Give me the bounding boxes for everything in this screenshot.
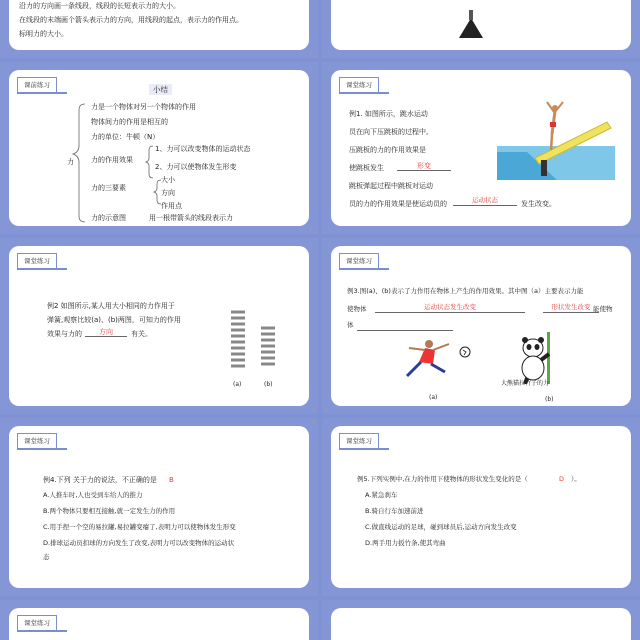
- option-c: C.用手捏一个空的易拉罐,易拉罐变瘪了,表明力可以使物体发生形变: [43, 523, 236, 531]
- question-line: 员的力的作用效果是使运动员的: [349, 200, 447, 208]
- slide-7[interactable]: [0, 600, 318, 640]
- slide-0[interactable]: [0, 0, 318, 58]
- text-line: 在线段的末端画个箭头表示力的方向，用线段的起点，表示力的作用点。: [19, 16, 243, 24]
- text-line: 标明力的大小。: [19, 30, 68, 38]
- summary-item: 方向: [161, 189, 175, 197]
- figure-label: (a): [233, 381, 242, 388]
- summary-item: 力是一个物体对另一个物体的作用: [91, 103, 196, 111]
- answer-blank: 运动状态: [453, 197, 517, 206]
- slide-9-content: [331, 608, 631, 640]
- slide-tag: 课前练习: [17, 77, 57, 93]
- slide-tag: 课堂练习: [17, 615, 57, 631]
- tag-underline: [17, 448, 67, 450]
- tag-underline: [339, 268, 389, 270]
- question-text: 例5.下列实例中,在力的作用下使物体的形状发生变化的是（: [357, 475, 528, 483]
- figure-label: (b): [545, 396, 554, 403]
- slide-1-content: [9, 70, 309, 226]
- summary-item: 力的作用效果: [91, 156, 133, 164]
- answer-blank: 运动状态发生改变: [375, 304, 525, 313]
- slide-tag: 课堂练习: [17, 253, 57, 269]
- question-line: 例1. 如图所示，跳水运动: [349, 110, 428, 118]
- option-d: D.排球运动员扣球的方向发生了改变,表明力可以改变物体的运动状: [43, 539, 235, 547]
- slide-tag: 课堂练习: [339, 253, 379, 269]
- slide-2[interactable]: [322, 62, 640, 234]
- summary-item: 大小: [161, 176, 175, 184]
- tag-underline: [339, 92, 389, 94]
- slide-8[interactable]: [322, 0, 640, 58]
- panda-image: [517, 332, 557, 384]
- summary-item: 用一根带箭头的线段表示力: [149, 214, 233, 222]
- question-line: 员在向下压跳板的过程中,: [349, 128, 429, 136]
- question-line: 发生改变。: [521, 200, 556, 208]
- answer-blank: [357, 330, 453, 331]
- question-line: 使物体: [347, 305, 367, 313]
- option-b: B.两个物体只要相互接触,就一定发生力的作用: [43, 507, 176, 515]
- slide-3[interactable]: [0, 238, 318, 414]
- tag-underline: [17, 268, 67, 270]
- question-line: 例2 如图所示,某人用大小相同的力作用于: [47, 302, 175, 310]
- question-line: 效果与力的: [47, 330, 82, 338]
- slide-5-content: [9, 426, 309, 588]
- slide-4[interactable]: [322, 238, 640, 414]
- answer-blank: 形状发生改变: [543, 304, 599, 313]
- answer-text: D: [559, 475, 565, 483]
- slide-3-content: [9, 246, 309, 406]
- center-label: 力: [67, 158, 74, 166]
- figure-caption: 大熊猫拉竹子的力: [501, 380, 550, 387]
- option-b: B.骑自行车加速前进: [365, 507, 424, 515]
- slide-7-content: [9, 608, 309, 640]
- weight-image: [441, 0, 501, 40]
- summary-item: 力的示意图: [91, 214, 126, 222]
- football-player-image: [389, 336, 479, 390]
- question-line: 跳板弹起过程中跳板对运动: [349, 182, 433, 190]
- slide-6[interactable]: [322, 418, 640, 596]
- slide-5[interactable]: [0, 418, 318, 596]
- question-line: 例3.图(a)、(b)表示了力作用在物体上产生的作用效果。其中图（a）主要表示力能: [347, 287, 584, 295]
- slide-1[interactable]: [0, 62, 318, 234]
- diver-image: [497, 100, 617, 180]
- tag-underline: [339, 448, 389, 450]
- option-d-continued: 态: [43, 553, 50, 561]
- question-line: 能使物: [593, 305, 613, 313]
- question-text-end: ）。: [571, 475, 581, 483]
- summary-item: 力的单位：牛顿（N）: [91, 133, 160, 141]
- option-d: D.两手用力扳竹条,使其弯曲: [365, 539, 446, 547]
- slide-0-content: [9, 0, 309, 50]
- option-a: A.人推车时,人也受到车给人的推力: [43, 491, 143, 499]
- summary-item: 作用点: [161, 202, 182, 210]
- summary-item: 1、力可以改变物体的运动状态: [155, 145, 251, 153]
- summary-item: 力的三要素: [91, 184, 126, 192]
- question-line: 有关。: [131, 330, 152, 338]
- answer-blank: 方向: [85, 328, 127, 337]
- option-c: C.做直线运动的足球，碰到球员后,运动方向发生改变: [365, 523, 517, 531]
- option-a: A.紧急刹车: [365, 491, 398, 499]
- slide-8-content: [331, 0, 631, 50]
- slide-6-content: [331, 426, 631, 588]
- question-line: 使跳板发生: [349, 164, 384, 172]
- slide-tag: 课堂练习: [17, 433, 57, 449]
- question-line: 体: [347, 321, 354, 329]
- figure-label: (b): [264, 381, 273, 388]
- question-line: 弹簧,观察比较(a)、(b)两图，可知力的作用: [47, 316, 181, 324]
- summary-title: 小结: [149, 84, 172, 95]
- slide-tag: 课堂练习: [339, 433, 379, 449]
- figure-label: (a): [429, 394, 438, 401]
- summary-item: 2、力可以使物体发生形变: [155, 163, 237, 171]
- slide-tag: 课堂练习: [339, 77, 379, 93]
- answer-blank: 形变: [397, 162, 451, 171]
- spring-image: [227, 308, 287, 378]
- question-line: 压跳板的力的作用效果是: [349, 146, 426, 154]
- slide-2-content: [331, 70, 631, 226]
- slide-4-content: [331, 246, 631, 406]
- tag-underline: [17, 630, 67, 632]
- summary-item: 物体间力的作用是相互的: [91, 118, 168, 126]
- answer-text: B: [169, 476, 174, 484]
- slide-9[interactable]: [322, 600, 640, 640]
- question-text: 例4.下列 关于力的说法，不正确的是: [43, 476, 157, 484]
- text-line: 沿力的方向画一条线段，线段的长短表示力的大小。: [19, 2, 180, 10]
